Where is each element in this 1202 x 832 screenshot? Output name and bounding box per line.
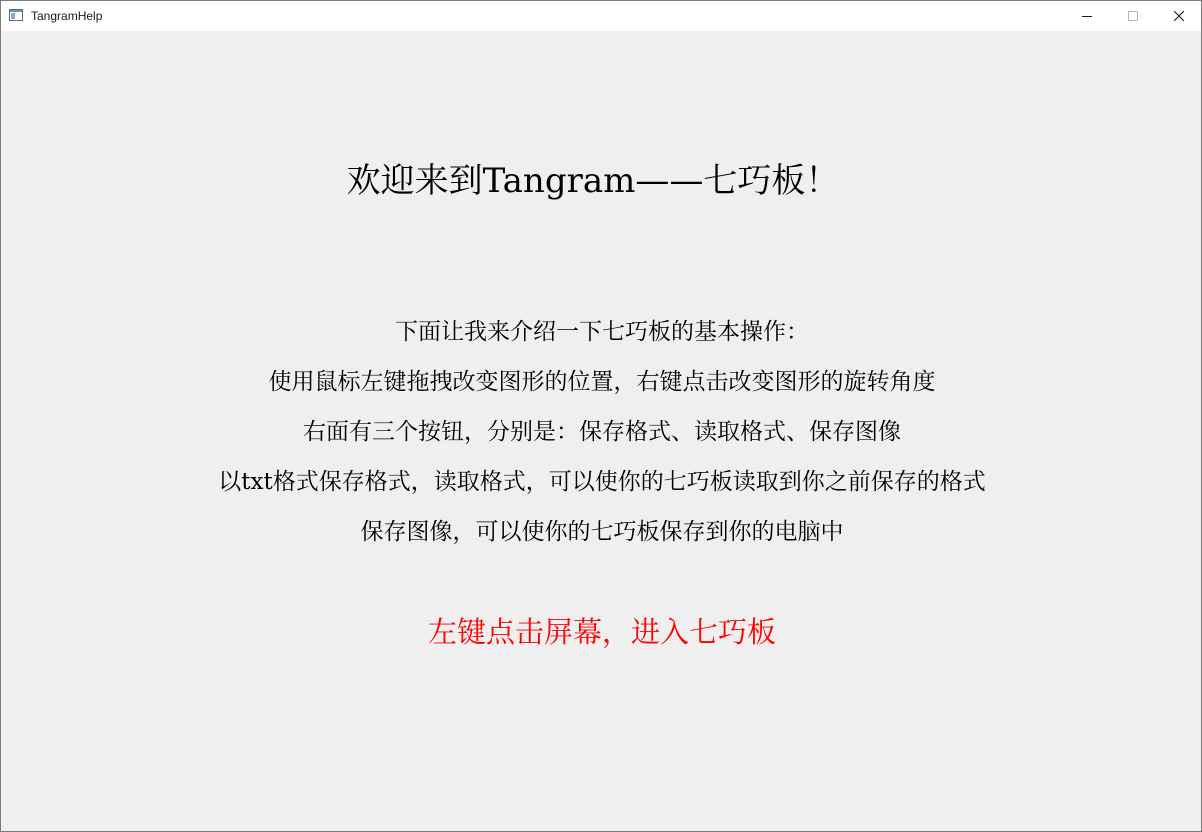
window-title: TangramHelp (31, 9, 103, 23)
maximize-button[interactable] (1110, 1, 1156, 31)
title-bar[interactable] (1, 1, 1201, 31)
close-button[interactable] (1156, 1, 1202, 31)
save-image-line: 保存图像，可以使你的七巧板保存到你的电脑中 (360, 519, 844, 545)
save-load-format-line: 以txt格式保存格式，读取格式，可以使你的七巧板读取到你之前保存的格式 (218, 469, 986, 495)
help-screen[interactable] (1, 31, 1201, 831)
buttons-description-line: 右面有三个按钮，分别是：保存格式、读取格式、保存图像 (303, 419, 901, 445)
enter-tangram-prompt[interactable]: 左键点击屏幕，进入七巧板 (427, 615, 776, 649)
minimize-button[interactable] (1064, 1, 1110, 31)
mouse-instructions-line: 使用鼠标左键拖拽改变图形的位置，右键点击改变图形的旋转角度 (268, 369, 936, 395)
maximize-icon (1128, 11, 1138, 21)
welcome-heading: 欢迎来到Tangram——七巧板！ (346, 161, 840, 201)
close-icon (1174, 11, 1184, 21)
app-window-icon (9, 9, 23, 21)
minimize-icon (1082, 11, 1092, 21)
intro-line: 下面让我来介绍一下七巧板的基本操作： (395, 319, 809, 345)
